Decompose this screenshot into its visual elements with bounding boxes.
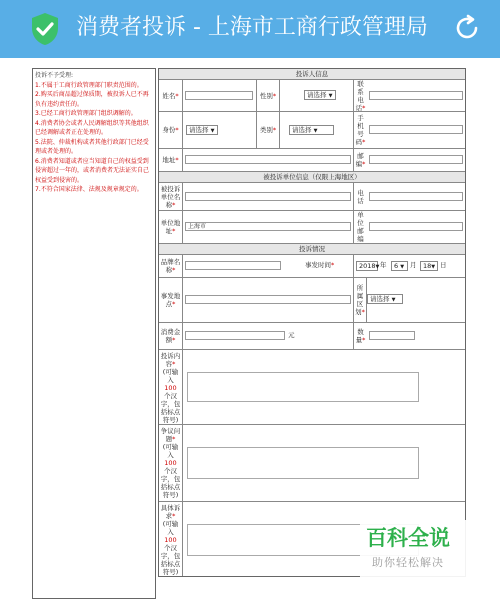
app-header [0,0,500,58]
year-select[interactable]: 2018▼ [356,261,378,271]
day-select[interactable]: 18▼ [420,261,438,271]
reload-icon[interactable] [452,13,482,43]
category-label: 类别* [257,112,280,148]
respondent-row-2 [159,211,465,244]
watermark [360,520,470,584]
notes-item: 4.消费者协会或者人民调解组织等其他组织已经调解或者正在处理的。 [35,119,149,136]
complaint-form [158,68,466,577]
id-label: 身份* [159,112,183,148]
complainant-row-3 [159,149,465,172]
name-label: 姓名* [159,80,183,111]
page-title: 消费者投诉 - 上海市工商行政管理局 [76,15,428,40]
notes-item: 3.已经工商行政管理部门组织调解的。 [35,110,137,117]
request-label: 具体诉求* (可输入 100 个汉字，包括标点符号) [159,502,183,576]
dispute-row [159,425,465,502]
gender-select[interactable]: 请选择 ▼ [304,90,336,100]
content-textarea[interactable] [187,372,419,402]
watermark-title: 百科全说 [366,526,450,550]
day-unit: 日 [440,261,447,269]
respondent-phone-label: 电话 [357,188,364,205]
brand-label: 品牌名称* [159,255,183,277]
category-select[interactable]: 请选择 ▼ [289,125,334,135]
respondent-name-label: 被投诉单位名称* [159,183,183,210]
rejection-notes [32,68,156,599]
notes-item: 2.购买后商品超过保质期，被投诉人已不再负有违约责任的。 [35,91,149,108]
dispute-textarea[interactable] [187,447,419,479]
year-unit: 年 [380,261,387,269]
notes-item: 6.消费者知道或者应当知道自己的权益受到侵害超过一年的，或者消费者无法证实自己权益受到侵害的。 [35,157,150,184]
month-select[interactable]: 6 ▼ [391,261,408,271]
qty-input[interactable] [369,331,415,340]
respondent-address-input[interactable]: 上海市 [185,222,351,231]
complaint-row-1 [159,255,465,278]
watermark-subtitle: 助你轻松解决 [372,556,444,569]
content-label: 投诉内容* (可输入 100 个汉字，包括标点符号) [159,350,183,424]
gender-label: 性别* [257,80,280,111]
respondent-row-1 [159,183,465,211]
place-label: 事发地点* [159,278,183,322]
phone-input[interactable] [369,91,463,100]
mobile-label: 手机号码* [355,114,366,146]
respondent-postcode-input[interactable] [369,222,463,231]
section-complaint: 投诉情况 [159,244,465,255]
notes-heading: 投诉不予受理: [35,72,74,79]
mobile-input[interactable] [369,125,463,134]
respondent-address-label: 单位地址* [159,211,183,243]
postcode-label: 邮编* [355,152,366,168]
notes-item: 1.不属于工商行政管理部门职责范围的。 [35,81,143,89]
district-select[interactable]: 请选择 ▼ [367,294,403,304]
complainant-row-1 [159,80,465,112]
dispute-label: 争议问题* (可输入 100 个汉字，包括标点符号) [159,425,183,501]
shield-check-icon [30,12,60,46]
respondent-postcode-label: 单位邮编 [357,211,364,243]
complainant-row-2 [159,112,465,149]
respondent-phone-input[interactable] [369,192,463,201]
section-complainant: 投诉人信息 [159,69,465,80]
id-type-select[interactable]: 请选择 ▼ [186,125,218,135]
district-label: 所属区划* [354,278,367,322]
qty-label: 数量* [355,328,366,344]
phone-label: 联系电话* [355,79,366,112]
complaint-row-3 [159,323,465,350]
amount-unit: 元 [288,331,295,339]
amount-label: 消费金额* [159,323,183,349]
notes-item: 7.不符合国家法律、法规及规章规定的。 [35,186,143,193]
address-label: 地址* [159,149,183,171]
section-respondent: 被投诉单位信息（仅限上海地区） [159,172,465,183]
month-unit: 月 [410,261,417,269]
complaint-row-2 [159,278,465,323]
postcode-input[interactable] [369,155,463,164]
date-label: 事发时间* [305,261,335,269]
notes-item: 5.法院、仲裁机构或者其他行政部门已经受理或者处理的。 [35,138,149,155]
page-content [0,58,500,599]
complaint-content-row [159,350,465,425]
